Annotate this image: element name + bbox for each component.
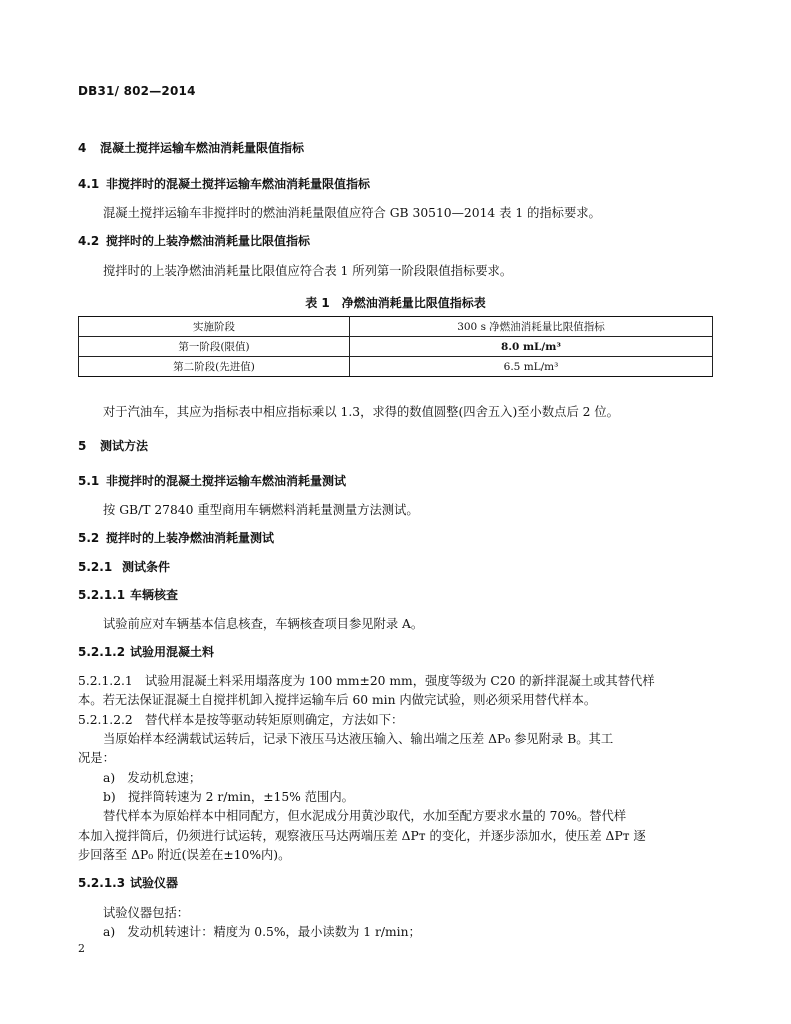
section-4-2-text: 搅拌时的上装净燃油消耗量比限值应符合表 1 所列第一阶段限值指标要求。	[103, 264, 513, 278]
section-number: 4	[78, 141, 87, 155]
section-title: 非搅拌时的混凝土搅拌运输车燃油消耗量测试	[106, 474, 347, 488]
section-title: 搅拌时的上装净燃油消耗量比限值指标	[106, 234, 311, 248]
table-header-row	[79, 317, 713, 337]
paragraph-line: 替代样本为原始样本中相同配方，但水泥成分用黄沙取代，水加至配方要求水量的 70%。替代样	[103, 809, 627, 823]
section-5-heading	[78, 437, 148, 454]
limit-table	[78, 316, 713, 377]
table-row	[79, 337, 713, 357]
table-cell: 第二阶段(先进值)	[79, 357, 350, 377]
section-title: 试验仪器	[130, 876, 179, 890]
section-number: 5.2.1	[78, 560, 113, 574]
list-item: a) 发动机怠速；	[103, 771, 202, 785]
clause-5-2-1-2-2: 5.2.1.2.2 替代样本是按等驱动转矩原则确定，方法如下：	[78, 713, 404, 727]
section-title: 测试方法	[100, 439, 149, 453]
section-4-1-heading	[78, 175, 370, 192]
table-header-cell: 300 s 净燃油消耗量比限值指标	[350, 317, 713, 337]
section-number: 5.1	[78, 474, 100, 488]
section-title: 试验用混凝土料	[130, 645, 215, 659]
table-title: 表 1 净燃油消耗量比限值指标表	[305, 296, 486, 310]
section-4-1-text: 混凝土搅拌运输车非搅拌时的燃油消耗量限值应符合 GB 30510—2014 表 1 的指标要求。	[103, 206, 601, 220]
section-5-2-heading	[78, 529, 274, 546]
section-number: 4.2	[78, 234, 100, 248]
list-item: a) 发动机转速计：精度为 0.5%，最小读数为 1 r/min；	[103, 925, 421, 939]
section-title: 搅拌时的上装净燃油消耗量测试	[106, 531, 275, 545]
clause-5-2-1-2-1-line: 5.2.1.2.1 试验用混凝土料采用塌落度为 100 mm±20 mm，强度等级为 C20 的新拌混凝土或其替代样	[78, 674, 655, 688]
paragraph-line: 试验仪器包括：	[103, 906, 190, 920]
section-number: 5.2.1.2	[78, 645, 126, 659]
section-title: 车辆核查	[130, 588, 179, 602]
section-5-2-1-3-heading	[78, 874, 178, 891]
section-5-2-1-2-heading	[78, 643, 214, 660]
section-number: 5.2.1.1	[78, 588, 126, 602]
section-number: 5.2.1.3	[78, 876, 126, 890]
section-number: 4.1	[78, 177, 100, 191]
list-item: b) 搅拌筒转速为 2 r/min，±15% 范围内。	[103, 790, 354, 804]
section-title: 非搅拌时的混凝土搅拌运输车燃油消耗量限值指标	[106, 177, 371, 191]
document-id: DB31/ 802—2014	[78, 84, 196, 98]
table-header-cell: 实施阶段	[79, 317, 350, 337]
paragraph-line: 况是：	[78, 751, 115, 765]
section-5-2-1-1-heading	[78, 586, 178, 603]
paragraph-line: 步回落至 ΔP₀ 附近(误差在±10%内)。	[78, 848, 291, 862]
section-4-heading	[78, 139, 304, 156]
table-note: 对于汽油车，其应为指标表中相应指标乘以 1.3，求得的数值圆整(四舍五入)至小数点后 2 位。	[103, 405, 619, 419]
section-number: 5.2	[78, 531, 100, 545]
section-5-2-1-heading	[78, 558, 170, 575]
section-title: 混凝土搅拌运输车燃油消耗量限值指标	[100, 141, 305, 155]
paragraph-line: 本加入搅拌筒后，仍须进行试运转，观察液压马达两端压差 ΔPᴛ 的变化，并逐步添加水，使压差 ΔPᴛ 逐	[78, 829, 646, 843]
section-5-1-heading	[78, 472, 346, 489]
table-row	[79, 357, 713, 377]
section-5-2-1-1-text: 试验前应对车辆基本信息核查，车辆核查项目参见附录 A。	[103, 617, 424, 631]
section-title: 测试条件	[122, 560, 171, 574]
table-cell: 6.5 mL/m³	[350, 357, 713, 377]
clause-5-2-1-2-1-line: 本。若无法保证混凝土自搅拌机卸入搅拌运输车后 60 min 内做完试验，则必须采用替代样本。	[78, 693, 597, 707]
section-5-1-text: 按 GB/T 27840 重型商用车辆燃料消耗量测量方法测试。	[103, 503, 419, 517]
page-number: 2	[78, 942, 85, 955]
paragraph-line: 当原始样本经满载试运转后，记录下液压马达液压输入、输出端之压差 ΔP₀ 参见附录 B。其工	[103, 732, 614, 746]
table-cell: 第一阶段(限值)	[79, 337, 350, 357]
section-4-2-heading	[78, 232, 310, 249]
section-number: 5	[78, 439, 87, 453]
table-cell: 8.0 mL/m³	[350, 337, 713, 357]
